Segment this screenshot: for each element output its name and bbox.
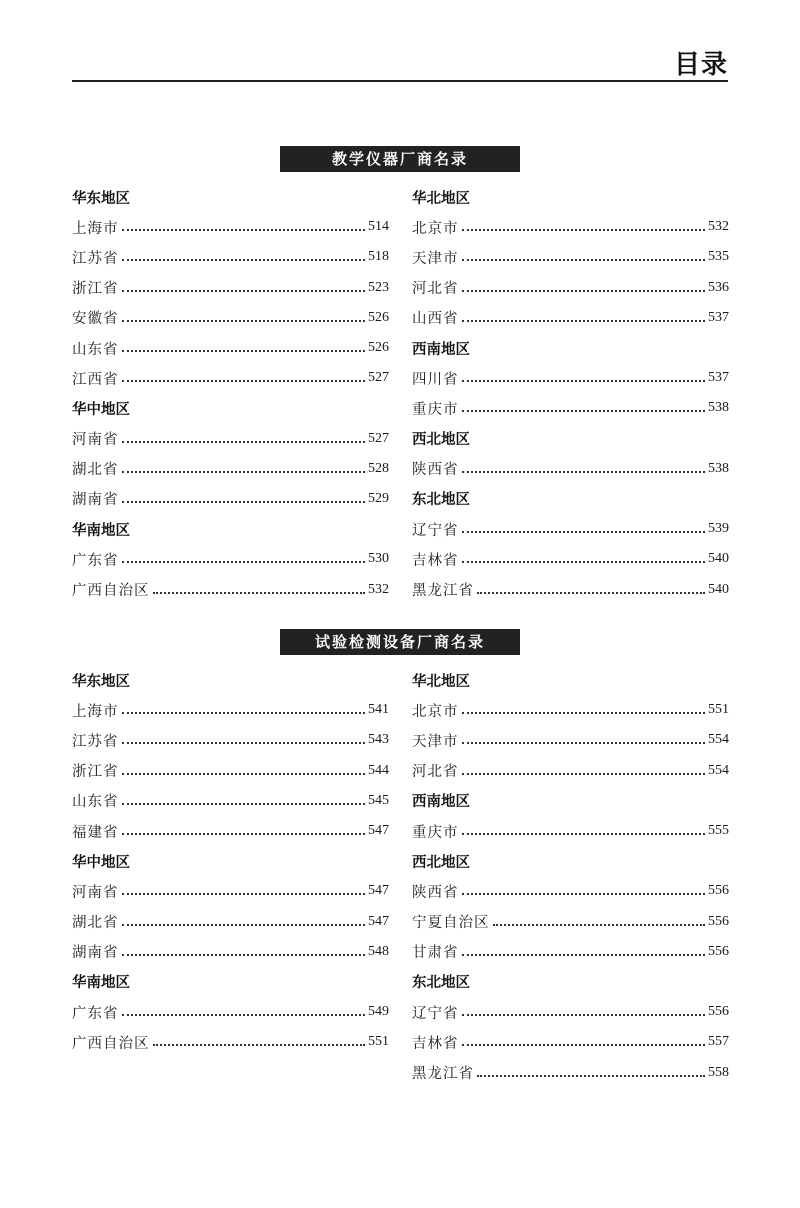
dot-leader xyxy=(122,954,366,956)
toc-entry-name: 浙江省 xyxy=(72,764,119,781)
toc-columns xyxy=(72,665,728,1095)
toc-entry[interactable] xyxy=(72,574,389,604)
toc-entry-name: 湖南省 xyxy=(72,945,119,962)
toc-entry[interactable] xyxy=(412,514,729,544)
toc-page-number: 543 xyxy=(368,732,389,748)
toc-entry-name: 吉林省 xyxy=(412,1035,459,1052)
region-heading: 西北地区 xyxy=(412,854,470,871)
dot-leader xyxy=(122,290,366,292)
toc-entry[interactable] xyxy=(72,937,389,967)
toc-entry-name: 浙江省 xyxy=(72,281,119,298)
dot-leader xyxy=(462,833,706,835)
toc-page-number: 557 xyxy=(708,1034,729,1050)
dot-leader xyxy=(122,712,366,714)
dot-leader xyxy=(122,803,366,805)
toc-entry[interactable] xyxy=(412,544,729,574)
toc-page-number: 549 xyxy=(368,1004,389,1020)
dot-leader xyxy=(153,592,366,594)
toc-entry-name: 黑龙江省 xyxy=(412,1066,474,1083)
toc-page-number: 547 xyxy=(368,883,389,899)
toc-entry-name: 广东省 xyxy=(72,1005,119,1022)
header-rule xyxy=(72,80,728,82)
toc-entry[interactable] xyxy=(412,695,729,725)
region-heading: 西南地区 xyxy=(412,341,470,358)
toc-entry[interactable] xyxy=(412,393,729,423)
dot-leader xyxy=(122,441,366,443)
region-heading: 东北地区 xyxy=(412,492,470,509)
toc-entry-name: 湖南省 xyxy=(72,492,119,509)
toc-entry[interactable] xyxy=(412,212,729,242)
toc-page-number: 539 xyxy=(708,521,729,537)
toc-entry-name: 黑龙江省 xyxy=(412,583,474,600)
toc-entry[interactable] xyxy=(72,544,389,574)
toc-entry[interactable] xyxy=(72,333,389,363)
toc-page-number: 548 xyxy=(368,943,389,959)
toc-page-number: 554 xyxy=(708,732,729,748)
dot-leader xyxy=(122,773,366,775)
toc-page-number: 544 xyxy=(368,762,389,778)
toc-entry[interactable] xyxy=(72,816,389,846)
toc-page-number: 538 xyxy=(708,460,729,476)
toc-page-number: 532 xyxy=(708,219,729,235)
toc-entry[interactable] xyxy=(412,907,729,937)
toc-page-number: 537 xyxy=(708,370,729,386)
toc-entry[interactable] xyxy=(72,484,389,514)
region-heading: 西南地区 xyxy=(412,794,470,811)
toc-entry[interactable] xyxy=(412,242,729,272)
toc-entry-name: 辽宁省 xyxy=(412,522,459,539)
section-banner: 试验检测设备厂商名录 xyxy=(280,629,520,655)
toc-entry-name: 重庆市 xyxy=(412,401,459,418)
dot-leader xyxy=(122,1014,366,1016)
toc-entry-name: 北京市 xyxy=(412,220,459,237)
toc-entry-name: 甘肃省 xyxy=(412,945,459,962)
dot-leader xyxy=(122,350,366,352)
toc-entry-name: 河南省 xyxy=(72,432,119,449)
dot-leader xyxy=(462,229,706,231)
toc-entry-name: 河南省 xyxy=(72,884,119,901)
toc-page-number: 532 xyxy=(368,581,389,597)
dot-leader xyxy=(122,833,366,835)
region-heading: 华南地区 xyxy=(72,522,130,539)
section-testing-equipment xyxy=(72,629,728,1095)
toc-entry-name: 辽宁省 xyxy=(412,1005,459,1022)
toc-page-number: 556 xyxy=(708,913,729,929)
toc-entry[interactable] xyxy=(412,1027,729,1057)
toc-entry[interactable] xyxy=(72,1027,389,1057)
toc-page-number: 538 xyxy=(708,400,729,416)
region-heading: 华中地区 xyxy=(72,401,130,418)
toc-entry[interactable] xyxy=(72,997,389,1027)
region-heading: 华北地区 xyxy=(412,190,470,207)
toc-entry[interactable] xyxy=(412,273,729,303)
toc-entry[interactable] xyxy=(72,303,389,333)
dot-leader xyxy=(462,954,706,956)
toc-entry-name: 上海市 xyxy=(72,220,119,237)
toc-entry-name: 湖北省 xyxy=(72,915,119,932)
toc-page-number: 540 xyxy=(708,581,729,597)
page-title: 目录 xyxy=(673,50,728,80)
dot-leader xyxy=(462,320,706,322)
dot-leader xyxy=(462,1014,706,1016)
region-heading: 华东地区 xyxy=(72,190,130,207)
dot-leader xyxy=(462,471,706,473)
toc-entry-name: 广西自治区 xyxy=(72,583,150,600)
toc-page-number: 541 xyxy=(368,702,389,718)
toc-page-number: 528 xyxy=(368,460,389,476)
toc-entry-name: 广东省 xyxy=(72,552,119,569)
toc-entry[interactable] xyxy=(412,997,729,1027)
dot-leader xyxy=(493,924,706,926)
toc-entry-name: 北京市 xyxy=(412,703,459,720)
toc-entry[interactable] xyxy=(412,1057,729,1087)
toc-entry[interactable] xyxy=(412,725,729,755)
toc-page-number: 540 xyxy=(708,551,729,567)
section-banner: 教学仪器厂商名录 xyxy=(280,146,520,172)
region-heading: 华北地区 xyxy=(412,673,470,690)
toc-entry[interactable] xyxy=(72,907,389,937)
toc-entry[interactable] xyxy=(412,816,729,846)
toc-entry[interactable] xyxy=(72,876,389,906)
toc-page-number: 536 xyxy=(708,279,729,295)
dot-leader xyxy=(122,471,366,473)
toc-entry[interactable] xyxy=(72,273,389,303)
dot-leader xyxy=(122,320,366,322)
toc-page-number: 527 xyxy=(368,370,389,386)
toc-entry[interactable] xyxy=(412,574,729,604)
toc-column-left xyxy=(72,182,389,605)
toc-page-number: 537 xyxy=(708,309,729,325)
toc-entry[interactable] xyxy=(72,725,389,755)
toc-page-number: 556 xyxy=(708,883,729,899)
region-heading: 华中地区 xyxy=(72,854,130,871)
dot-leader xyxy=(462,893,706,895)
toc-entry-name: 陕西省 xyxy=(412,884,459,901)
toc-page-number: 555 xyxy=(708,823,729,839)
dot-leader xyxy=(462,380,706,382)
toc-entry-name: 重庆市 xyxy=(412,824,459,841)
dot-leader xyxy=(122,259,366,261)
toc-entry-name: 江西省 xyxy=(72,371,119,388)
toc-entry-name: 广西自治区 xyxy=(72,1035,150,1052)
dot-leader xyxy=(462,410,706,412)
toc-entry-name: 河北省 xyxy=(412,281,459,298)
dot-leader xyxy=(122,229,366,231)
toc-entry-name: 江苏省 xyxy=(72,733,119,750)
toc-entry[interactable] xyxy=(412,876,729,906)
toc-page-number: 535 xyxy=(708,249,729,265)
toc-entry[interactable] xyxy=(412,756,729,786)
dot-leader xyxy=(462,742,706,744)
dot-leader xyxy=(462,712,706,714)
toc-column-right xyxy=(412,665,729,1088)
toc-entry[interactable] xyxy=(412,454,729,484)
region-heading: 华东地区 xyxy=(72,673,130,690)
toc-entry[interactable] xyxy=(412,303,729,333)
toc-entry[interactable] xyxy=(72,242,389,272)
toc-column-right xyxy=(412,182,729,605)
dot-leader xyxy=(462,561,706,563)
toc-entry-name: 河北省 xyxy=(412,764,459,781)
toc-entry[interactable] xyxy=(72,786,389,816)
toc-entry[interactable] xyxy=(72,695,389,725)
toc-page-number: 526 xyxy=(368,309,389,325)
toc-entry[interactable] xyxy=(72,756,389,786)
toc-page-number: 556 xyxy=(708,1004,729,1020)
toc-entry[interactable] xyxy=(72,454,389,484)
toc-entry-name: 四川省 xyxy=(412,371,459,388)
toc-entry-name: 山东省 xyxy=(72,794,119,811)
toc-page-number: 523 xyxy=(368,279,389,295)
toc-page-number: 547 xyxy=(368,913,389,929)
toc-page-number: 545 xyxy=(368,792,389,808)
dot-leader xyxy=(122,742,366,744)
dot-leader xyxy=(122,380,366,382)
toc-entry-name: 安徽省 xyxy=(72,311,119,328)
toc-page-number: 514 xyxy=(368,219,389,235)
dot-leader xyxy=(462,1044,706,1046)
dot-leader xyxy=(462,259,706,261)
toc-entry-name: 山西省 xyxy=(412,311,459,328)
toc-entry[interactable] xyxy=(412,363,729,393)
toc-page-number: 518 xyxy=(368,249,389,265)
dot-leader xyxy=(153,1044,366,1046)
toc-entry-name: 陕西省 xyxy=(412,462,459,479)
toc-entry-name: 湖北省 xyxy=(72,462,119,479)
dot-leader xyxy=(462,290,706,292)
toc-entry-name: 福建省 xyxy=(72,824,119,841)
toc-page-number: 527 xyxy=(368,430,389,446)
toc-entry-name: 宁夏自治区 xyxy=(412,915,490,932)
dot-leader xyxy=(477,1075,705,1077)
toc-entry[interactable] xyxy=(72,363,389,393)
dot-leader xyxy=(122,924,366,926)
region-heading: 华南地区 xyxy=(72,975,130,992)
toc-entry[interactable] xyxy=(72,424,389,454)
toc-page-number: 556 xyxy=(708,943,729,959)
toc-entry-name: 山东省 xyxy=(72,341,119,358)
toc-page-number: 529 xyxy=(368,490,389,506)
toc-entry-name: 天津市 xyxy=(412,733,459,750)
toc-entry[interactable] xyxy=(72,212,389,242)
toc-entry-name: 上海市 xyxy=(72,703,119,720)
toc-columns xyxy=(72,182,728,612)
toc-column-left xyxy=(72,665,389,1057)
dot-leader xyxy=(462,773,706,775)
toc-page-number: 526 xyxy=(368,340,389,356)
toc-page-number: 558 xyxy=(708,1064,729,1080)
dot-leader xyxy=(122,561,366,563)
section-teaching-instruments xyxy=(72,146,728,612)
region-heading: 东北地区 xyxy=(412,975,470,992)
dot-leader xyxy=(122,501,366,503)
dot-leader xyxy=(122,893,366,895)
toc-entry-name: 天津市 xyxy=(412,250,459,267)
toc-page-number: 530 xyxy=(368,551,389,567)
toc-entry[interactable] xyxy=(412,937,729,967)
region-heading: 西北地区 xyxy=(412,432,470,449)
toc-entry-name: 江苏省 xyxy=(72,250,119,267)
dot-leader xyxy=(462,531,706,533)
toc-page-number: 547 xyxy=(368,823,389,839)
toc-entry-name: 吉林省 xyxy=(412,552,459,569)
toc-page-number: 551 xyxy=(708,702,729,718)
toc-page-number: 554 xyxy=(708,762,729,778)
toc-page-number: 551 xyxy=(368,1034,389,1050)
dot-leader xyxy=(477,592,705,594)
